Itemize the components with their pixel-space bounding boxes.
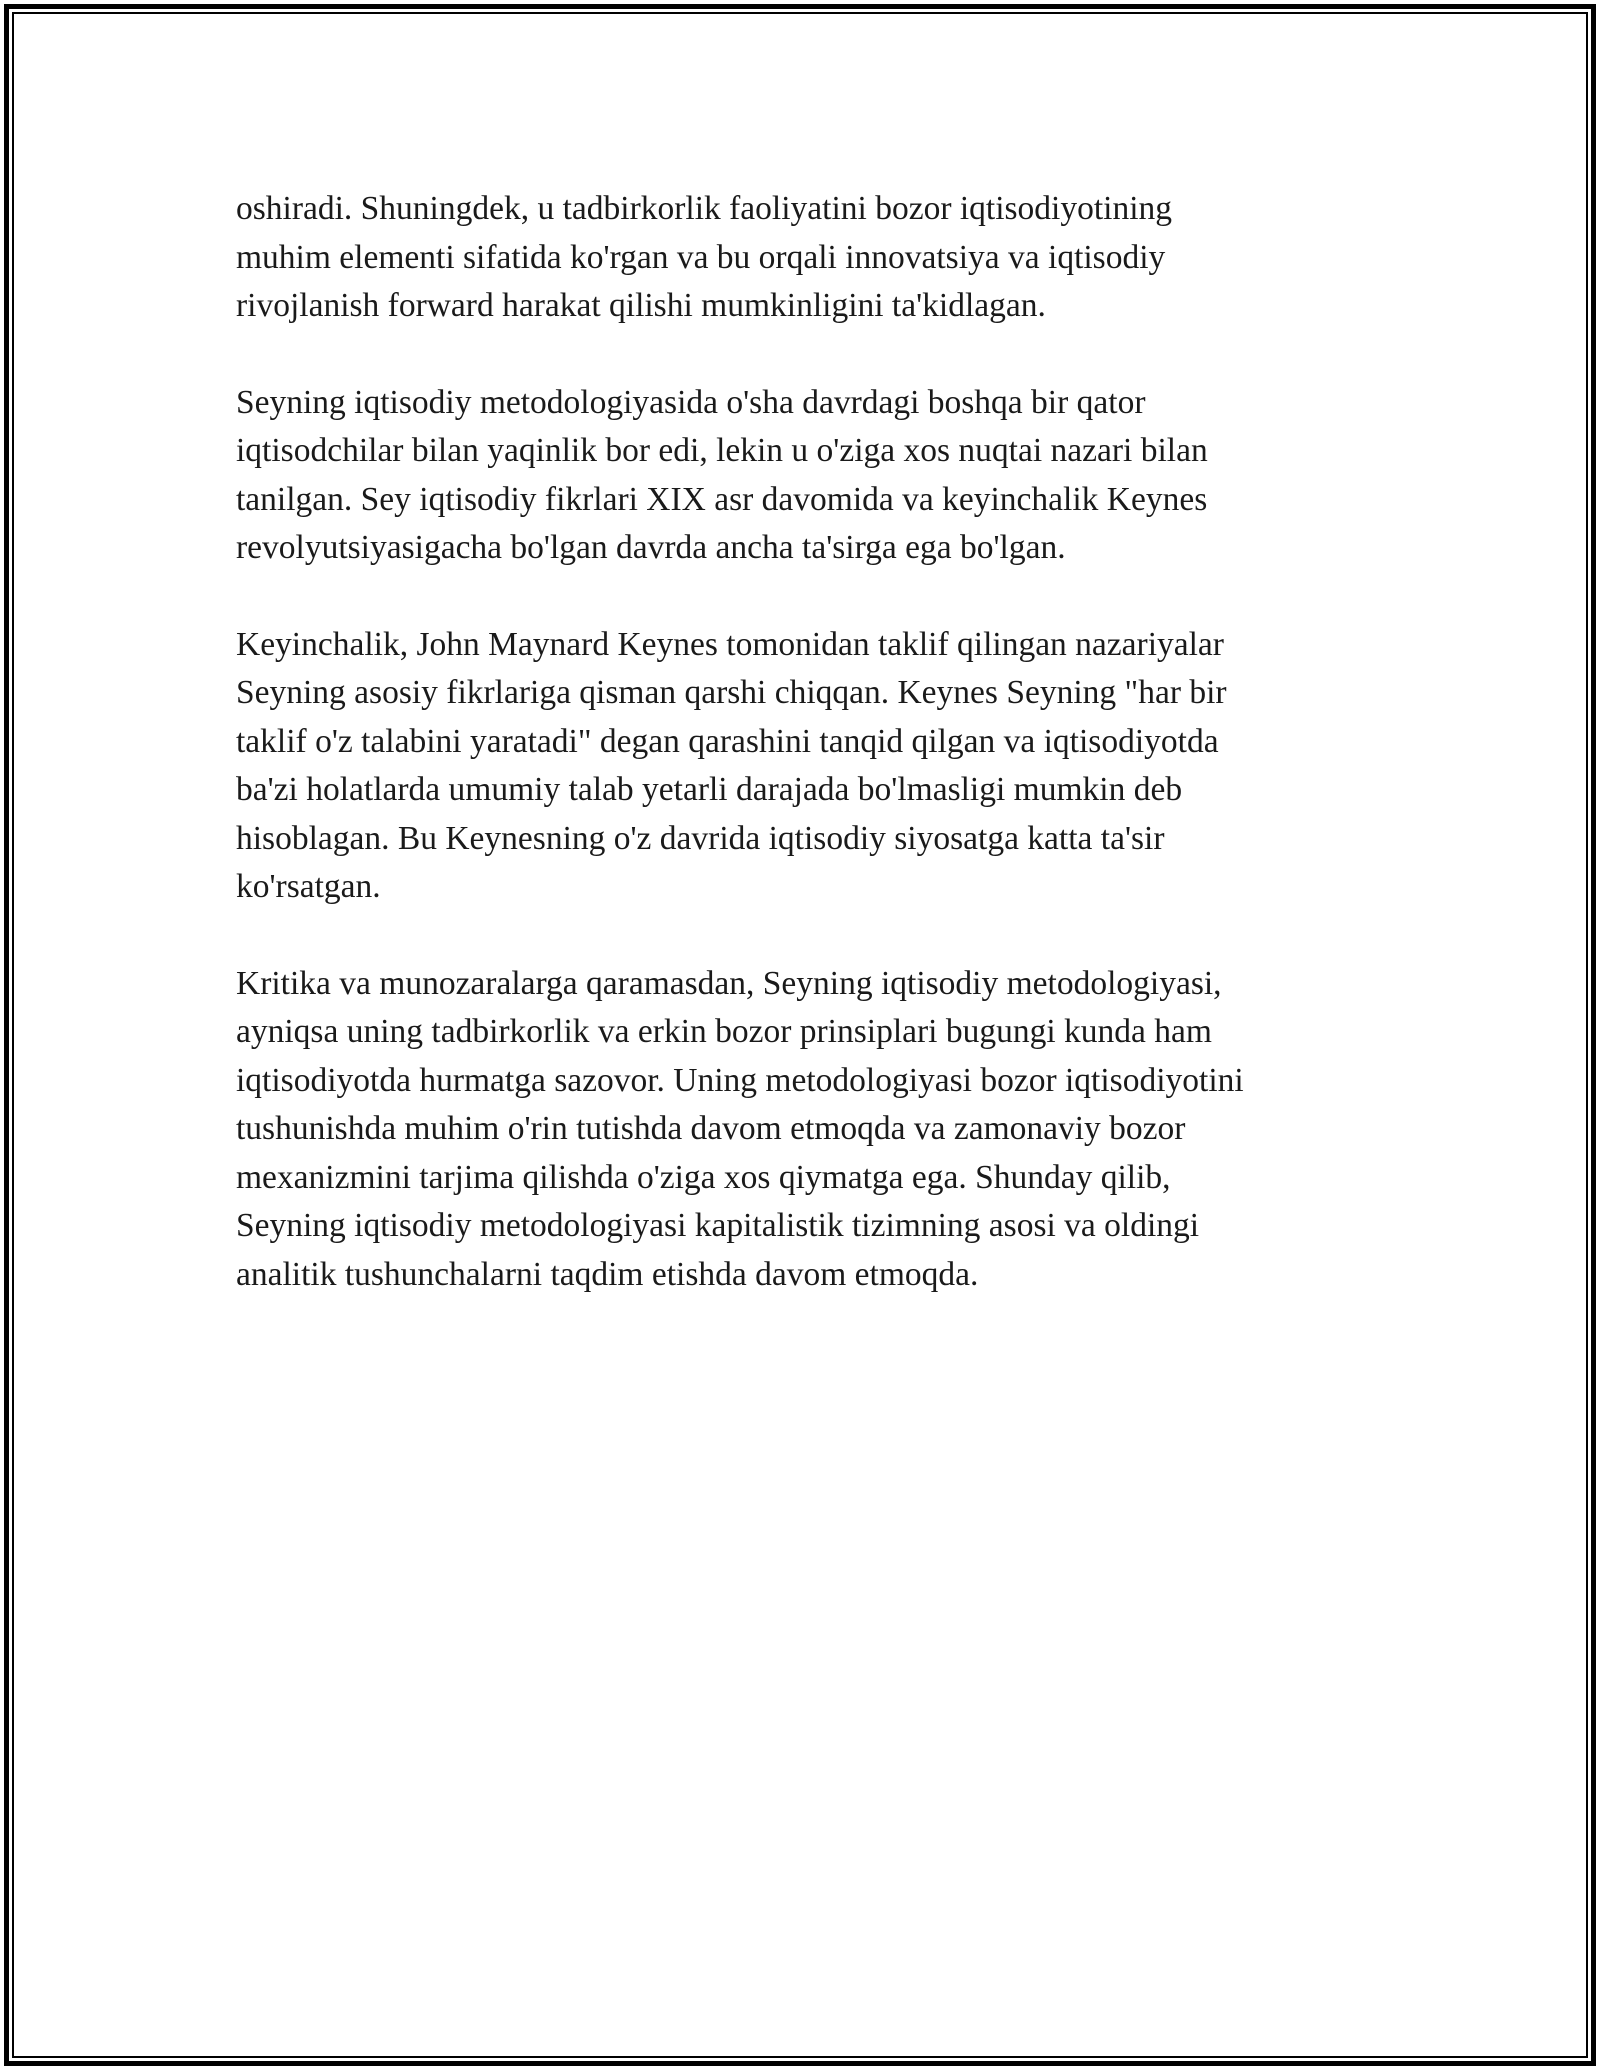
paragraph-1: oshiradi. Shuningdek, u tadbirkorlik faoliyatini bozor iqtisodiyotining muhim elementi sifatida ko'rgan va bu orqali innovatsiya va iqtisodiy rivojlanish forward harakat qilishi mumkinligini ta'kidlagan. <box>236 190 1173 324</box>
paragraph-3: Keyinchalik, John Maynard Keynes tomonidan taklif qilingan nazariyalar Seyning asosiy fikrlariga qisman qarshi chiqqan. Keynes Seyning "har bir taklif o'z talabini yaratadi" degan qarashini tanqid qilgan va iqtisodiyotda ba'zi holatlarda umumiy talab yetarli darajada bo'lmasligi mumkin deb hisoblagan. Bu Keynesning o'z davrida iqtisodiy siyosatga katta ta'sir ko'rsatgan. <box>236 625 1227 905</box>
paragraph-2: Seyning iqtisodiy metodologiyasida o'sha davrdagi boshqa bir qator iqtisodchilar bilan yaqinlik bor edi, lekin u o'ziga xos nuqtai nazari bilan tanilgan. Sey iqtisodiy fikrlari XIX asr davomida va keyinchalik Keynes revolyutsiyasigacha bo'lgan davrda ancha ta'sirga ega bo'lgan. <box>236 383 1208 566</box>
paragraph-4: Kritika va munozaralarga qaramasdan, Seyning iqtisodiy metodologiyasi, ayniqsa uning tadbirkorlik va erkin bozor prinsiplari bugungi kunda ham iqtisodiyotda hurmatga sazovor. Uning metodologiyasi bozor iqtisodiyotini tushunishda muhim o'rin tutishda davom etmoqda va zamonaviy bozor mexanizmini tarjima qilishda o'ziga xos qiymatga ega. Shunday qilib, Seyning iqtisodiy metodologiyasi kapitalistik tizimning asosi va oldingi analitik tushunchalarni taqdim etishda davom etmoqda. <box>236 964 1244 1293</box>
document-body <box>236 185 1376 1347</box>
